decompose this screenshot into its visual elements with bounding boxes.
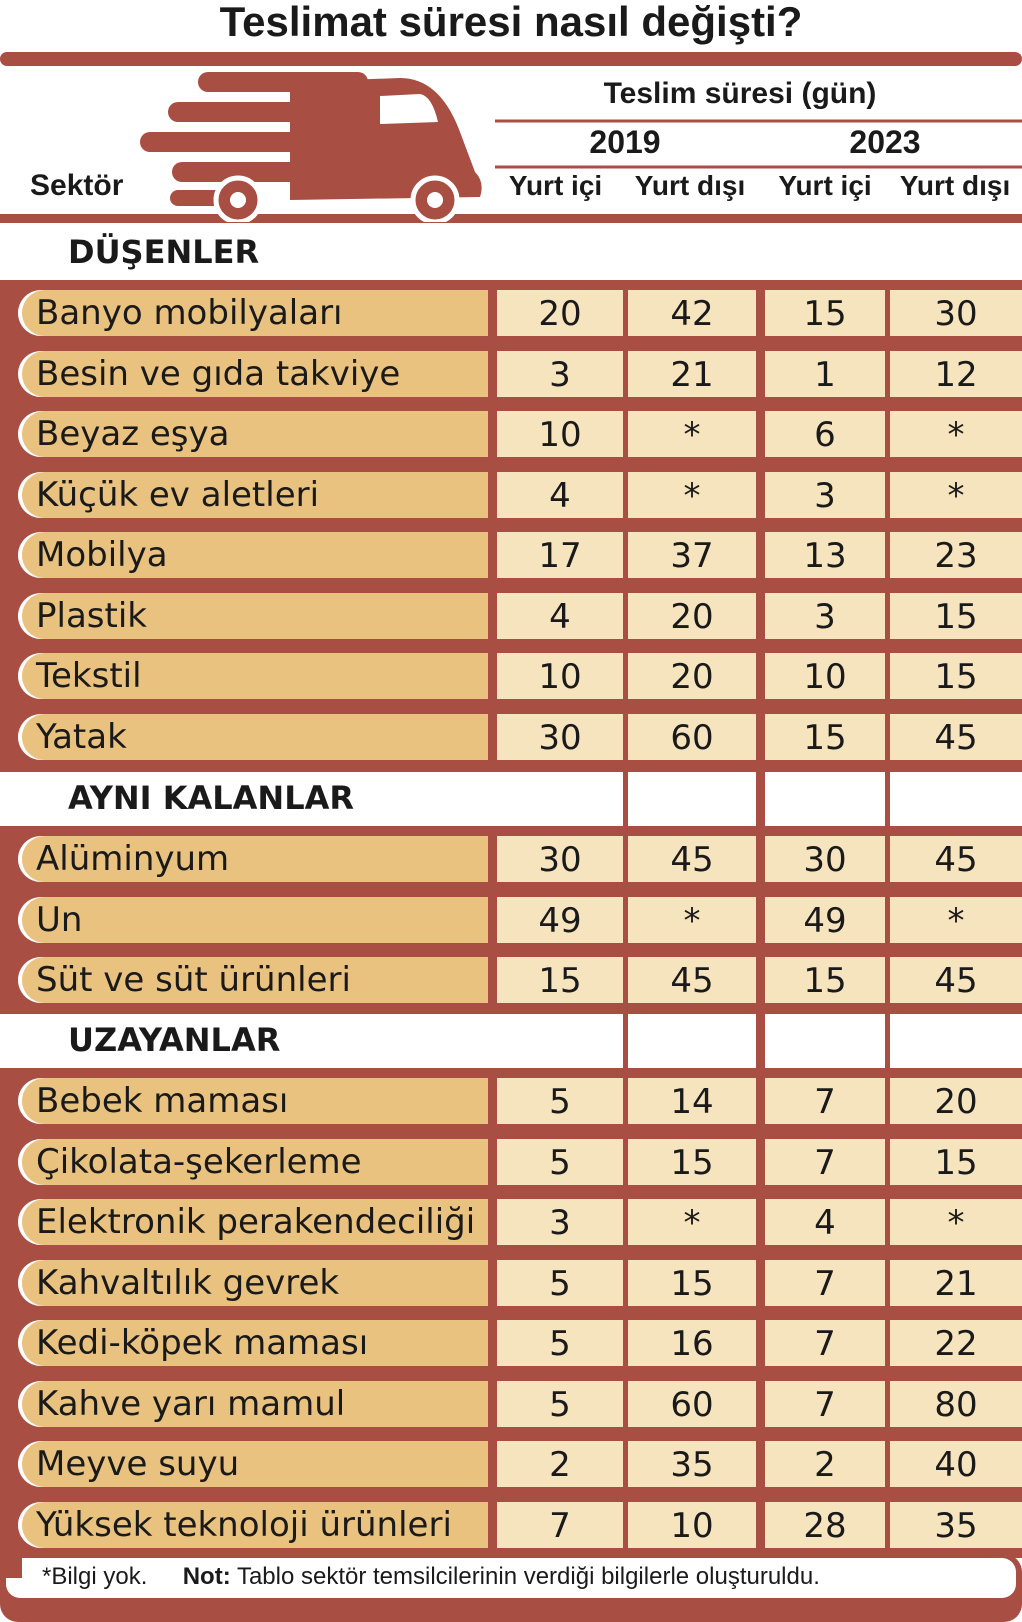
sector-name: Meyve suyu bbox=[36, 1444, 240, 1484]
value-cell: 40 bbox=[890, 1441, 1022, 1487]
value-cell: 5 bbox=[497, 1320, 623, 1366]
sector-name: Kahve yarı mamul bbox=[36, 1384, 346, 1424]
value-cell: 10 bbox=[497, 411, 623, 457]
sector-label bbox=[22, 593, 488, 639]
sector-label bbox=[22, 1381, 488, 1427]
value-cell: 16 bbox=[628, 1320, 756, 1366]
value-cell: * bbox=[628, 472, 756, 518]
value-cell: 35 bbox=[628, 1441, 756, 1487]
value-cell: 45 bbox=[890, 836, 1022, 882]
sector-label bbox=[22, 653, 488, 699]
value-cell: 10 bbox=[765, 653, 885, 699]
sector-label bbox=[22, 836, 488, 882]
subcol-2023-domestic: Yurt içi bbox=[778, 170, 872, 201]
value-cell: 21 bbox=[628, 351, 756, 397]
value-cell: * bbox=[628, 1199, 756, 1245]
value-cell: 42 bbox=[628, 290, 756, 336]
value-cell: 3 bbox=[497, 1199, 623, 1245]
asterisk-note: *Bilgi yok. bbox=[42, 1563, 148, 1590]
value-cell: * bbox=[628, 897, 756, 943]
year-2023-header: 2023 bbox=[849, 124, 921, 160]
value-cell: 17 bbox=[497, 532, 623, 578]
sector-name: Banyo mobilyaları bbox=[36, 293, 343, 333]
value-cell: 20 bbox=[890, 1078, 1022, 1124]
value-cell: * bbox=[890, 1199, 1022, 1245]
sector-label bbox=[22, 1320, 488, 1366]
value-cell: 21 bbox=[890, 1260, 1022, 1306]
value-cell: 7 bbox=[765, 1381, 885, 1427]
value-cell: * bbox=[890, 411, 1022, 457]
value-cell: 10 bbox=[497, 653, 623, 699]
value-cell: 15 bbox=[628, 1139, 756, 1185]
sector-label bbox=[22, 411, 488, 457]
value-cell: 1 bbox=[765, 351, 885, 397]
sector-label bbox=[22, 897, 488, 943]
value-cell: 80 bbox=[890, 1381, 1022, 1427]
sector-label bbox=[22, 957, 488, 1003]
chart-title: Teslimat süresi nasıl değişti? bbox=[219, 0, 803, 45]
value-cell: 15 bbox=[765, 714, 885, 760]
value-cell: 30 bbox=[497, 836, 623, 882]
sector-label bbox=[22, 290, 488, 336]
value-cell: 5 bbox=[497, 1139, 623, 1185]
value-cell: 13 bbox=[765, 532, 885, 578]
value-cell: 5 bbox=[497, 1078, 623, 1124]
value-cell: 4 bbox=[765, 1199, 885, 1245]
value-cell: 20 bbox=[497, 290, 623, 336]
value-cell: 7 bbox=[497, 1502, 623, 1548]
sector-label bbox=[22, 472, 488, 518]
sector-label bbox=[22, 1199, 488, 1245]
sector-label bbox=[22, 532, 488, 578]
value-cell: 10 bbox=[628, 1502, 756, 1548]
value-cell: 49 bbox=[765, 897, 885, 943]
value-cell: 12 bbox=[890, 351, 1022, 397]
value-cell: 5 bbox=[497, 1381, 623, 1427]
section-header: DÜŞENLER bbox=[68, 233, 260, 271]
value-cell: 35 bbox=[890, 1502, 1022, 1548]
sector-name: Kahvaltılık gevrek bbox=[36, 1263, 340, 1303]
value-cell: 7 bbox=[765, 1320, 885, 1366]
footer-note bbox=[42, 1562, 820, 1592]
sector-name: Yatak bbox=[36, 717, 127, 757]
value-cell: 22 bbox=[890, 1320, 1022, 1366]
value-cell: 15 bbox=[765, 290, 885, 336]
sector-name: Tekstil bbox=[36, 656, 142, 696]
value-cell: 3 bbox=[765, 593, 885, 639]
value-cell: 7 bbox=[765, 1078, 885, 1124]
sector-name: Yüksek teknoloji ürünleri bbox=[36, 1505, 452, 1545]
value-cell: 28 bbox=[765, 1502, 885, 1548]
sector-label bbox=[22, 1139, 488, 1185]
value-cell: 37 bbox=[628, 532, 756, 578]
sector-label bbox=[22, 1078, 488, 1124]
value-cell: 15 bbox=[765, 957, 885, 1003]
year-2019-header: 2019 bbox=[589, 124, 661, 160]
value-cell: 14 bbox=[628, 1078, 756, 1124]
value-cell: 45 bbox=[628, 836, 756, 882]
value-cell: 4 bbox=[497, 593, 623, 639]
sector-label bbox=[22, 1441, 488, 1487]
sector-name: Çikolata-şekerleme bbox=[36, 1142, 362, 1182]
value-cell: 60 bbox=[628, 714, 756, 760]
value-cell: * bbox=[628, 411, 756, 457]
value-cell: 2 bbox=[765, 1441, 885, 1487]
value-cell: 20 bbox=[628, 653, 756, 699]
sector-name: Bebek maması bbox=[36, 1081, 289, 1121]
value-cell: 49 bbox=[497, 897, 623, 943]
value-cell: 60 bbox=[628, 1381, 756, 1427]
group-header: Teslim süresi (gün) bbox=[603, 77, 877, 110]
note-label: Not: bbox=[182, 1563, 231, 1590]
value-cell: * bbox=[890, 897, 1022, 943]
sector-name: Besin ve gıda takviye bbox=[36, 354, 401, 394]
value-cell: 15 bbox=[890, 593, 1022, 639]
value-cell: 4 bbox=[497, 472, 623, 518]
sector-name: Un bbox=[36, 900, 83, 940]
value-cell: * bbox=[890, 472, 1022, 518]
value-cell: 15 bbox=[890, 1139, 1022, 1185]
value-cell: 15 bbox=[890, 653, 1022, 699]
subcol-2019-domestic: Yurt içi bbox=[508, 170, 603, 201]
value-cell: 6 bbox=[765, 411, 885, 457]
sector-name: Kedi-köpek maması bbox=[36, 1323, 369, 1363]
value-cell: 23 bbox=[890, 532, 1022, 578]
note-text: Tablo sektör temsilcilerinin verdiği bilgilerle oluşturuldu. bbox=[236, 1563, 820, 1590]
section-header: UZAYANLAR bbox=[68, 1021, 281, 1059]
sector-label bbox=[22, 351, 488, 397]
sector-label bbox=[22, 714, 488, 760]
value-cell: 15 bbox=[497, 957, 623, 1003]
value-cell: 45 bbox=[890, 714, 1022, 760]
sector-name: Plastik bbox=[36, 596, 147, 636]
subcol-2023-foreign: Yurt dışı bbox=[899, 170, 1011, 201]
sector-label bbox=[22, 1502, 488, 1548]
value-cell: 2 bbox=[497, 1441, 623, 1487]
sector-label bbox=[22, 1260, 488, 1306]
value-cell: 45 bbox=[890, 957, 1022, 1003]
sector-name: Küçük ev aletleri bbox=[36, 475, 320, 515]
sector-name: Mobilya bbox=[36, 535, 168, 575]
value-cell: 3 bbox=[765, 472, 885, 518]
sector-name: Elektronik perakendeciliği bbox=[36, 1202, 476, 1242]
value-cell: 5 bbox=[497, 1260, 623, 1306]
sector-name: Süt ve süt ürünleri bbox=[36, 960, 351, 1000]
value-cell: 7 bbox=[765, 1260, 885, 1306]
value-cell: 45 bbox=[628, 957, 756, 1003]
value-cell: 30 bbox=[890, 290, 1022, 336]
section-header: AYNI KALANLAR bbox=[68, 779, 354, 817]
sector-name: Beyaz eşya bbox=[36, 414, 230, 454]
value-cell: 3 bbox=[497, 351, 623, 397]
value-cell: 7 bbox=[765, 1139, 885, 1185]
value-cell: 20 bbox=[628, 593, 756, 639]
sector-header: Sektör bbox=[30, 169, 124, 202]
value-cell: 30 bbox=[765, 836, 885, 882]
value-cell: 15 bbox=[628, 1260, 756, 1306]
value-cell: 30 bbox=[497, 714, 623, 760]
subcol-2019-foreign: Yurt dışı bbox=[634, 170, 746, 201]
sector-name: Alüminyum bbox=[36, 839, 230, 879]
